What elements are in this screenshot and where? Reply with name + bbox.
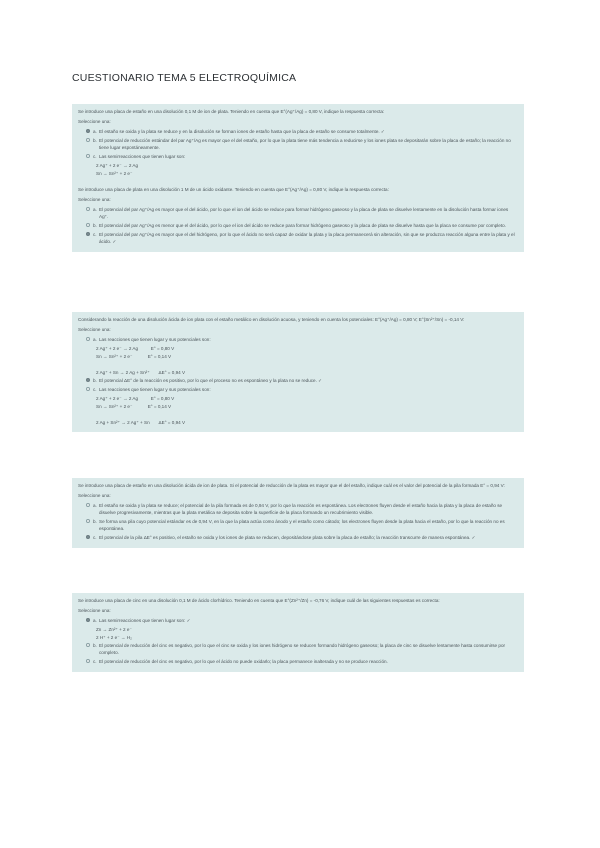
equation-line: Zn → Zn²⁺ + 2 e⁻	[96, 627, 132, 632]
radio-button-icon[interactable]	[86, 232, 90, 236]
option-letter: c.	[93, 232, 97, 237]
radio-button-icon[interactable]	[86, 535, 90, 539]
select-one-label: Seleccione una:	[78, 608, 111, 613]
question-block	[72, 478, 524, 548]
option-text: Las reacciones que tienen lugar y sus potenciales son:	[99, 337, 211, 342]
equation-line: Sn → Sn²⁺ + 2 e⁻	[96, 171, 133, 176]
option-text: El potencial del par Ag⁺/Ag es menor que el del ácido, por lo que el ion del ácido se reduce para formar hidrógeno gaseoso y la placa de plata se disuelve hasta que la placa se consume por completo.	[99, 223, 506, 228]
answer-option[interactable]	[86, 206, 518, 220]
select-one-label: Seleccione una:	[78, 197, 111, 202]
question-stem: Se introduce una placa de estaño en una disolución 0,1 M de ion de plata. Teniendo en cuenta que E°(Ag⁺/Ag) = 0,80 V, indique la respuesta correcta:	[78, 109, 385, 114]
equation-line: 2 H⁺ + 2 e⁻ → H₂	[96, 635, 132, 640]
option-letter: b.	[93, 519, 97, 524]
radio-button-icon[interactable]	[86, 337, 90, 341]
page-title: CUESTIONARIO TEMA 5 ELECTROQUÍMICA	[72, 72, 297, 84]
option-text: El potencial de reducción estándar del par Ag⁺/Ag es mayor que el del estaño, por lo que la plata tiene más tendencia a reducirse y los iones plata se depositarán sobre la placa de estaño; la reacción no tiene lugar espontáneamente.	[99, 138, 511, 150]
option-letter: b.	[93, 138, 97, 143]
option-text: El potencial del par Ag⁺/Ag es mayor que el del hidrógeno, por lo que el ácido no será capaz de oxidar la plata y la placa permanecerá sin alteración, sin que se produzca reacción alguna entre la plata y el ácido. ✓	[99, 232, 515, 244]
option-letter: c.	[93, 535, 97, 540]
option-text: El potencial ΔE° de la reacción es positivo, por lo que el proceso no es espontáneo y la plata no se reduce. ✓	[99, 378, 323, 383]
option-text: Las semirreacciones que tienen lugar son:	[99, 154, 186, 159]
question-stem: Considerando la reacción de una disolución ácida de ion plata con el estaño metálico en disolución acuosa, y teniendo en cuenta los potenciales: E°(Ag⁺/Ag) = 0,80 V; E°(Sn²⁺/Sn) = -0,14 V:	[78, 317, 465, 322]
radio-button-icon[interactable]	[86, 138, 90, 142]
answer-option[interactable]	[86, 336, 518, 343]
option-letter: b.	[93, 643, 97, 648]
option-text: El potencial del par Ag⁺/Ag es mayor que el del ácido, por lo que el ion del ácido se reduce para formar hidrógeno gaseoso y la placa de plata se disuelve lentamente en la disolución hasta formar iones Ag⁺.	[99, 207, 509, 219]
question-stem: Se introduce una placa de estaño en una disolución ácida de ion de plata. Si el potencial de reducción de la plata es mayor que el del estaño, indique cuál es el valor del potencial de la pila formada E° = 0,94 V:	[78, 483, 505, 488]
question-stem: Se introduce una placa de cinc en una disolución 0,1 M de ácido clorhídrico. Teniendo en cuenta que E°(Zn²⁺/Zn) = -0,76 V, indique cuál de las siguientes respuestas es correcta:	[78, 598, 440, 603]
select-one-label: Seleccione una:	[78, 327, 111, 332]
answer-option[interactable]	[86, 137, 518, 151]
question-block	[72, 312, 524, 432]
question-block	[72, 593, 524, 672]
option-text: El estaño se oxida y la plata se reduce; el potencial de la pila formada es de 0,94 V, por lo que la reacción es espontánea. Los electrones fluyen desde el estaño hacia la plata y la placa de estaño se disuelve progresivamente, mientras que la plata metálica se deposita sobre la superficie de la placa formando un recubrimiento visible.	[99, 503, 503, 515]
equation-line: 2 Ag⁺ + Sn → 2 Ag + Sn²⁺ ΔE° = 0,94 V	[96, 370, 186, 375]
radio-button-icon[interactable]	[86, 223, 90, 227]
answer-option[interactable]	[86, 128, 518, 135]
option-letter: c.	[93, 154, 97, 159]
radio-button-icon[interactable]	[86, 643, 90, 647]
equation-line: Sn → Sn²⁺ + 2 e⁻ E° = 0,14 V	[96, 404, 172, 409]
answer-option[interactable]	[86, 153, 518, 160]
answer-option[interactable]	[86, 231, 518, 245]
option-text: Se forma una pila cuyo potencial estándar es de 0,94 V, en la que la plata actúa como ánodo y el estaño como cátodo; los electrones fluyen desde la plata hacia el estaño, por lo que la reacción no es espontánea.	[99, 519, 505, 531]
option-letter: a.	[93, 618, 97, 623]
select-one-label: Seleccione una:	[78, 493, 111, 498]
option-text: Las reacciones que tienen lugar y sus potenciales son:	[99, 387, 211, 392]
option-letter: b.	[93, 223, 97, 228]
radio-button-icon[interactable]	[86, 154, 90, 158]
equation-line: Sn → Sn²⁺ + 2 e⁻ E° = 0,14 V	[96, 354, 172, 359]
option-letter: a.	[93, 207, 97, 212]
answer-option[interactable]	[86, 617, 518, 624]
option-letter: a.	[93, 503, 97, 508]
answer-option[interactable]	[86, 222, 518, 229]
answer-option[interactable]	[86, 386, 518, 393]
option-text: El estaño se oxida y la plata se reduce y en la disolución se forman iones de estaño hasta que la placa de estaño se consume totalmente. ✓	[99, 129, 385, 134]
answer-option[interactable]	[86, 658, 518, 665]
option-letter: a.	[93, 129, 97, 134]
option-letter: a.	[93, 337, 97, 342]
equation-line	[96, 361, 518, 368]
question-block	[72, 104, 524, 183]
equation-line: 2 Ag⁺ + 2 e⁻ → 2 Ag E° = 0,80 V	[96, 346, 175, 351]
question-stem: Se introduce una placa de plata en una disolución 1 M de un ácido oxidante. Teniendo en cuenta que E°(Ag⁺/Ag) = 0,80 V, indique la respuesta correcta:	[78, 187, 389, 192]
option-letter: c.	[93, 659, 97, 664]
option-text: El potencial de reducción del cinc es negativo, por lo que el cinc se oxida y los iones hidrógeno se reducen formando hidrógeno gaseoso; la placa de cinc se disuelve lentamente hasta consumirse por completo.	[99, 643, 506, 655]
answer-option[interactable]	[86, 642, 518, 656]
option-text: El potencial de reducción del cinc es negativo, por lo que el ácido no puede oxidarlo; la placa permanece inalterada y no se produce reacción.	[99, 659, 388, 664]
option-letter: b.	[93, 378, 97, 383]
answer-option[interactable]	[86, 518, 518, 532]
equation-line: 2 Ag⁺ + 2 e⁻ → 2 Ag	[96, 163, 139, 168]
radio-button-icon[interactable]	[86, 618, 90, 622]
option-text: Las semirreacciones que tienen lugar son: ✓	[99, 618, 191, 623]
radio-button-icon[interactable]	[86, 659, 90, 663]
answer-option[interactable]	[86, 534, 518, 541]
answer-option[interactable]	[86, 377, 518, 384]
question-block	[72, 182, 524, 252]
radio-button-icon[interactable]	[86, 378, 90, 382]
option-letter: c.	[93, 387, 97, 392]
select-one-label: Seleccione una:	[78, 119, 111, 124]
equation-line: 2 Ag⁺ + 2 e⁻ → 2 Ag E° = 0,80 V	[96, 396, 175, 401]
equation-line	[96, 411, 518, 418]
radio-button-icon[interactable]	[86, 129, 90, 133]
option-text: El potencial de la pila ΔE° es positivo, el estaño se oxida y los iones de plata se reducen, depositándose plata sobre la placa de estaño; la reacción transcurre de manera espontánea. ✓	[99, 535, 476, 540]
radio-button-icon[interactable]	[86, 207, 90, 211]
radio-button-icon[interactable]	[86, 387, 90, 391]
radio-button-icon[interactable]	[86, 503, 90, 507]
answer-option[interactable]	[86, 502, 518, 516]
equation-line: 2 Ag + Sn²⁺ → 2 Ag⁺ + Sn ΔE° = 0,94 V	[96, 420, 186, 425]
radio-button-icon[interactable]	[86, 519, 90, 523]
